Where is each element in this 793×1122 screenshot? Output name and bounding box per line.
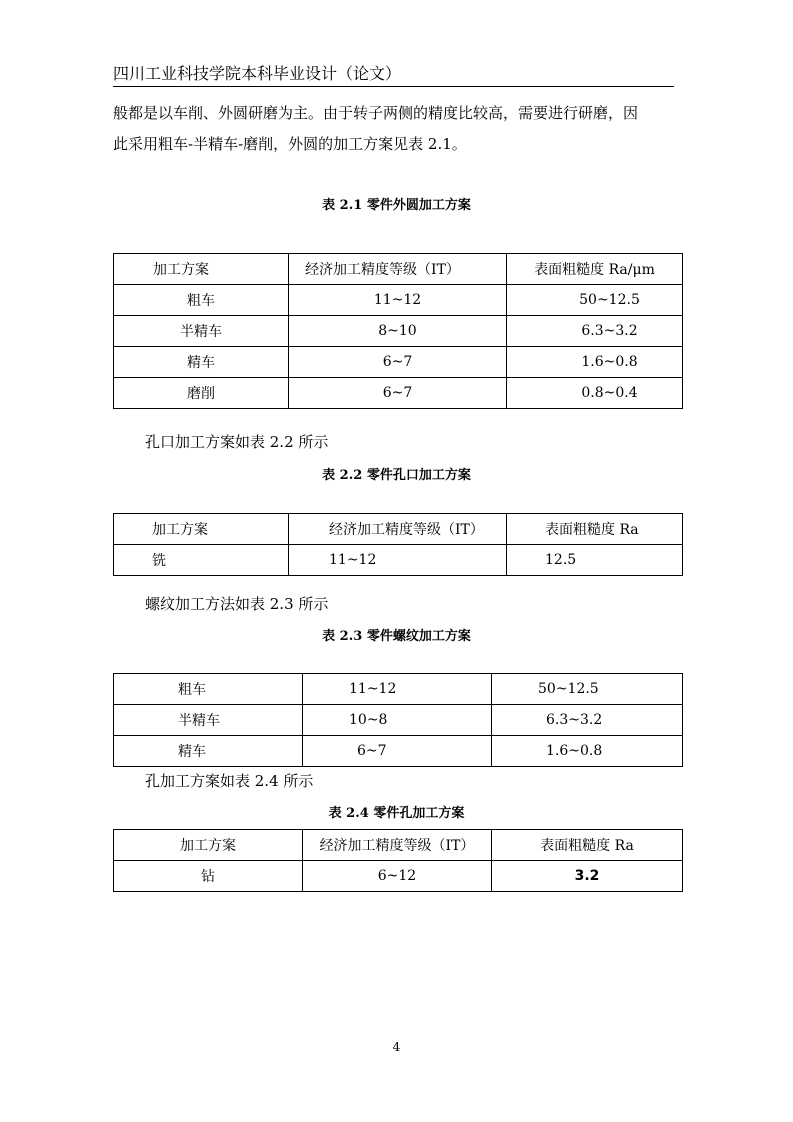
table-row (114, 378, 683, 409)
header-rule (113, 86, 674, 87)
table-row (114, 861, 683, 892)
table-cell: 11~12 (303, 674, 492, 705)
table-cell: 6~7 (289, 378, 507, 409)
page-number: 4 (392, 1040, 401, 1054)
table-row (114, 347, 683, 378)
table-cell: 粗车 (114, 674, 303, 705)
table-cell: 11~12 (289, 285, 507, 316)
table-row (114, 545, 683, 576)
table-cell: 精车 (114, 736, 303, 767)
table-header-cell: 表面粗糙度 Ra (492, 830, 683, 861)
table-header-cell: 加工方案 (114, 830, 303, 861)
table-3-caption: 表 2.3 零件螺纹加工方案 (322, 629, 471, 644)
table-header-cell: 经济加工精度等级（IT） (303, 830, 492, 861)
table-1 (113, 253, 683, 409)
body-text-line-2: 此采用粗车-半精车-磨削，外圆的加工方案见表 2.1。 (113, 135, 467, 153)
table-cell: 3.2 (492, 861, 683, 892)
table-row (114, 316, 683, 347)
table-row (114, 736, 683, 767)
table-header-cell: 表面粗糙度 Ra/μm (507, 254, 683, 285)
table-cell: 6.3~3.2 (507, 316, 683, 347)
body-text-line-1: 般都是以车削、外圆研磨为主。由于转子两侧的精度比较高，需要进行研磨，因 (113, 104, 639, 122)
table-cell: 6~7 (303, 736, 492, 767)
table-cell: 1.6~0.8 (492, 736, 683, 767)
table-cell: 10~8 (303, 705, 492, 736)
table-cell: 半精车 (114, 705, 303, 736)
table-cell: 钻 (114, 861, 303, 892)
table-4 (113, 829, 683, 892)
table-header-row (114, 830, 683, 861)
table-cell: 磨削 (114, 378, 289, 409)
table-cell: 6~12 (303, 861, 492, 892)
table-cell: 6.3~3.2 (492, 705, 683, 736)
table-header-cell: 加工方案 (114, 254, 289, 285)
table-2 (113, 513, 683, 576)
table-row (114, 674, 683, 705)
table-2-intro: 孔口加工方案如表 2.2 所示 (145, 433, 329, 451)
table-cell: 12.5 (507, 545, 683, 576)
table-2-caption: 表 2.2 零件孔口加工方案 (322, 468, 471, 483)
table-cell: 50~12.5 (507, 285, 683, 316)
table-cell: 50~12.5 (492, 674, 683, 705)
table-cell: 1.6~0.8 (507, 347, 683, 378)
table-header-cell: 表面粗糙度 Ra (507, 514, 683, 545)
table-3-intro: 螺纹加工方法如表 2.3 所示 (145, 595, 329, 613)
table-cell: 精车 (114, 347, 289, 378)
table-header-cell: 经济加工精度等级（IT） (289, 254, 507, 285)
table-cell: 6~7 (289, 347, 507, 378)
table-header-row (114, 254, 683, 285)
table-cell: 11~12 (289, 545, 507, 576)
table-row (114, 705, 683, 736)
table-header-row (114, 514, 683, 545)
table-cell: 8~10 (289, 316, 507, 347)
table-header-cell: 经济加工精度等级（IT） (289, 514, 507, 545)
table-cell: 半精车 (114, 316, 289, 347)
table-cell: 粗车 (114, 285, 289, 316)
table-cell: 0.8~0.4 (507, 378, 683, 409)
table-1-caption: 表 2.1 零件外圆加工方案 (322, 198, 471, 213)
table-row (114, 285, 683, 316)
page-header-title: 四川工业科技学院本科毕业设计（论文） (113, 64, 402, 83)
table-3 (113, 673, 683, 767)
table-header-cell: 加工方案 (114, 514, 289, 545)
table-4-caption: 表 2.4 零件孔加工方案 (328, 806, 465, 821)
table-4-intro: 孔加工方案如表 2.4 所示 (145, 772, 314, 790)
table-cell: 铣 (114, 545, 289, 576)
